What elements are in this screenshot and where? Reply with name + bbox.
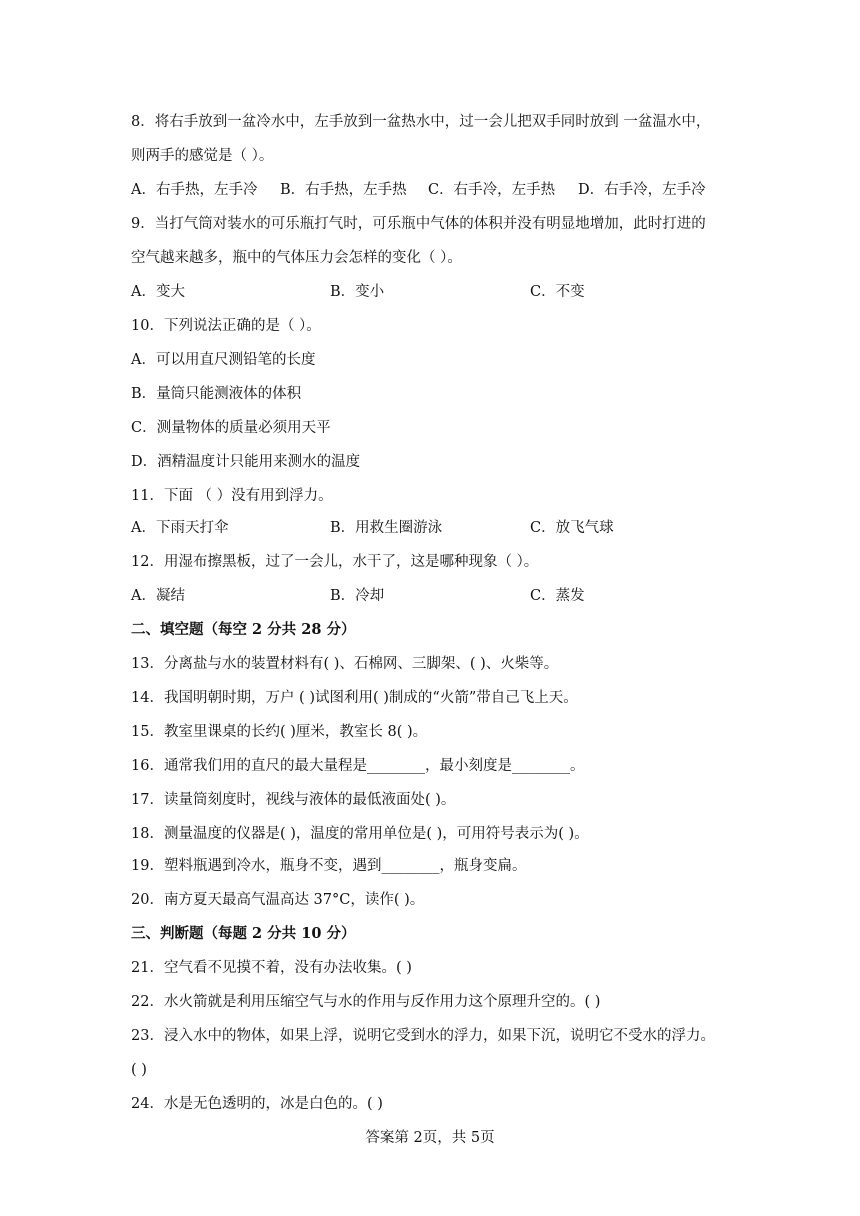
- q10-text: 10．下列说法正确的是（ ）。: [131, 318, 321, 334]
- q8-option-a: A．右手热，左手冷: [131, 182, 258, 198]
- q23-line2: ( ): [131, 1062, 147, 1078]
- q14-text: 14．我国明朝时期，万户 ( )试图利用( )制成的“火箭”带自己飞上天。: [131, 690, 578, 706]
- q18-text: 18．测量温度的仪器是( )，温度的常用单位是( )，可用符号表示为( )。: [131, 826, 589, 842]
- q8-option-d: D．右手冷，左手冷: [578, 182, 706, 198]
- q9-line1: 9．当打气筒对装水的可乐瓶打气时，可乐瓶中气体的体积并没有明显地增加，此时打进的: [131, 216, 706, 232]
- q13-text: 13．分离盐与水的装置材料有( )、石棉网、三脚架、( )、火柴等。: [131, 656, 559, 672]
- q10-option-d: D．酒精温度计只能用来测水的温度: [131, 454, 361, 470]
- q9-line2: 空气越来越多，瓶中的气体压力会怎样的变化（ ）。: [131, 250, 462, 266]
- q10-option-c: C．测量物体的质量必须用天平: [131, 420, 331, 436]
- q19-text: 19．塑料瓶遇到冷水，瓶身不变，遇到________，瓶身变扁。: [131, 858, 527, 874]
- q11-text: 11．下面 （ ）没有用到浮力。: [131, 488, 333, 504]
- page-footer: 答案第 2页，共 5页: [365, 1130, 495, 1146]
- q9-option-b: B．变小: [330, 284, 385, 300]
- section3-title: 三、判断题（每题 2 分共 10 分）: [131, 925, 356, 942]
- q8-option-b: B．右手热，左手热: [280, 182, 407, 198]
- q8-option-c: C．右手冷，左手热: [428, 182, 556, 198]
- q23-line1: 23．浸入水中的物体，如果上浮，说明它受到水的浮力，如果下沉，说明它不受水的浮力。: [131, 1028, 715, 1044]
- q21-text: 21．空气看不见摸不着，没有办法收集。( ): [131, 960, 412, 976]
- q22-text: 22．水火箭就是利用压缩空气与水的作用与反作用力这个原理升空的。( ): [131, 994, 601, 1010]
- q12-text: 12．用湿布擦黑板，过了一会儿，水干了，这是哪种现象（ ）。: [131, 554, 539, 570]
- q12-option-b: B．冷却: [330, 588, 385, 604]
- q24-text: 24．水是无色透明的，冰是白色的。( ): [131, 1096, 383, 1112]
- q20-text: 20．南方夏天最高气温高达 37°C，读作( )。: [131, 892, 425, 908]
- q8-line2: 则两手的感觉是（ ）。: [131, 148, 274, 164]
- q12-option-c: C．蒸发: [530, 588, 585, 604]
- q11-option-a: A．下雨天打伞: [131, 520, 229, 536]
- q11-option-b: B．用救生圈游泳: [330, 520, 443, 536]
- q15-text: 15．教室里课桌的长约( )厘米，教室长 8( )。: [131, 724, 428, 740]
- q10-option-a: A．可以用直尺测铅笔的长度: [131, 352, 316, 368]
- section2-title: 二、填空题（每空 2 分共 28 分）: [131, 621, 356, 638]
- q17-text: 17．读量筒刻度时，视线与液体的最低液面处( )。: [131, 792, 456, 808]
- q12-option-a: A．凝结: [131, 588, 185, 604]
- q9-option-c: C．不变: [530, 284, 585, 300]
- q8-line1: 8．将右手放到一盆冷水中，左手放到一盆热水中，过一会儿把双手同时放到 一盆温水中，: [131, 114, 711, 130]
- q9-option-a: A．变大: [131, 284, 185, 300]
- q16-text: 16．通常我们用的直尺的最大量程是________，最小刻度是________。: [131, 758, 585, 774]
- q10-option-b: B．量筒只能测液体的体积: [131, 386, 302, 402]
- q11-option-c: C．放飞气球: [530, 520, 614, 536]
